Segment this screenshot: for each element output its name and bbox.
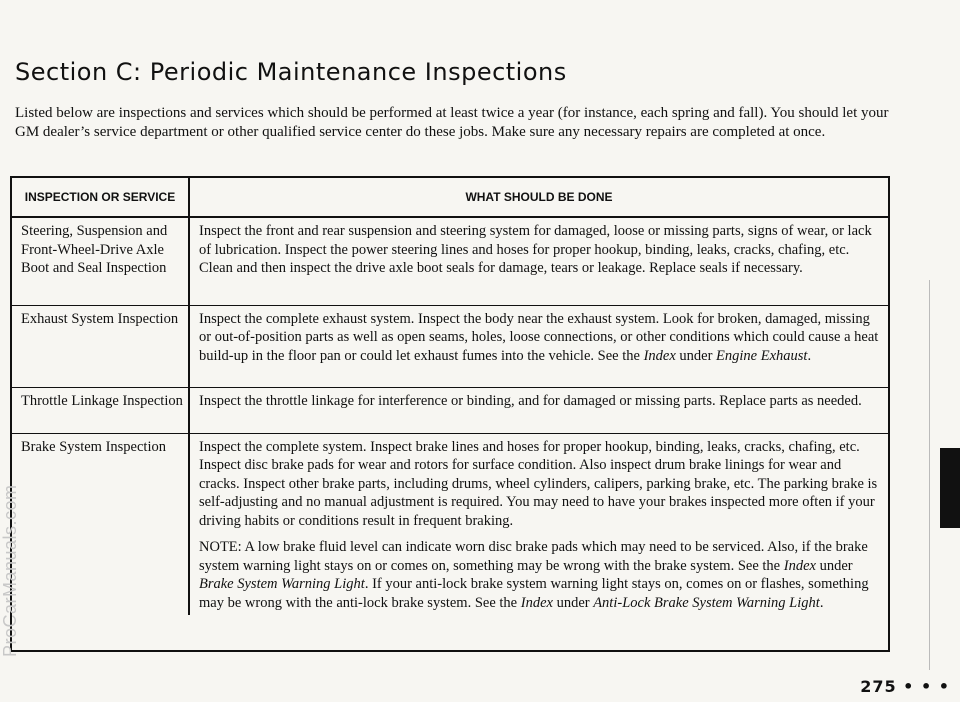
under-text: under xyxy=(552,594,594,611)
row-text-steering: Inspect the front and rear suspension and steering system for damaged, loose or missing parts, signs of wear, or lack of lubrication. Inspect the power steering lines and hoses for proper hookup, binding, leaks, cracks, chafing, etc. Clean and then inspect the drive axle boot seals for damage, tears or leakage. Replace seals if necessary. xyxy=(189,217,888,305)
row-item-exhaust: Exhaust System Inspection xyxy=(12,305,189,387)
exhaust-text: Inspect the complete exhaust system. Inspect the body near the exhaust system. Look for broken, damaged, missing or out-of-position parts as well as open seams, holes, loose connections, or other conditions which could cause a heat build-up in the floor pan or could let exhaust fumes into the vehicle. See the xyxy=(199,310,879,364)
page-number xyxy=(860,677,950,696)
row-item-steering: Steering, Suspension and Front-Wheel-Drive Axle Boot and Seal Inspection xyxy=(12,217,189,305)
under-text: under xyxy=(675,347,717,364)
row-text-brake xyxy=(189,433,888,615)
table-row xyxy=(12,305,888,387)
page-heading: Section C: Periodic Maintenance Inspections xyxy=(15,58,567,86)
index-ref: Index xyxy=(783,557,816,574)
row-item-throttle: Throttle Linkage Inspection xyxy=(12,387,189,433)
margin-rule xyxy=(929,280,930,670)
row-text-throttle: Inspect the throttle linkage for interference or binding, and for damaged or missing parts. Replace parts as needed. xyxy=(189,387,888,433)
table-header-row xyxy=(12,178,888,217)
inspection-table xyxy=(10,176,890,652)
row-item-brake: Brake System Inspection xyxy=(12,433,189,615)
intro-paragraph: Listed below are inspections and services which should be performed at least twice a year (for instance, each spring and fall). You should let your GM dealer’s service department or other qualified service center do these jobs. Make sure any necessary repairs are completed at once. xyxy=(15,105,889,140)
note-text-b: . If your anti-lock brake system warning light stays on, comes on or flashes, something may be wrong with the anti-lock brake system. See the xyxy=(199,576,869,611)
header-inspection-or-service: INSPECTION OR SERVICE xyxy=(12,178,189,217)
page-dots: • • • xyxy=(903,677,950,696)
watermark: ProCarManuals.com xyxy=(0,484,20,657)
table-row xyxy=(12,217,888,305)
note-text-a: NOTE: A low brake fluid level can indicate worn disc brake pads which may need to be serviced. Also, if the brake system warning light stays on or comes on, something may be wrong with the brake system. See the xyxy=(199,539,868,574)
table-row xyxy=(12,433,888,615)
section-tab-marker xyxy=(940,448,960,528)
brake-text: Inspect the complete system. Inspect brake lines and hoses for proper hookup, binding, leaks, cracks, chafing, etc. Inspect disc brake pads for wear and rotors for surface condition. Also inspect drum brake linings for wear and cracks. Inspect other brake parts, including drums, wheel cylinders, calipers, parking brake, etc. The parking brake is self-adjusting and no manual adjustment is required. You may need to have your brakes inspected more often if your driving habits or conditions result in frequent braking. xyxy=(199,438,878,529)
engine-exhaust-ref: Engine Exhaust xyxy=(716,347,808,364)
header-what-should-be-done: WHAT SHOULD BE DONE xyxy=(189,178,888,217)
period: . xyxy=(819,594,824,611)
index-ref: Index xyxy=(520,594,553,611)
row-text-exhaust xyxy=(189,305,888,387)
under-text: under xyxy=(815,557,853,574)
index-ref: Index xyxy=(643,347,676,364)
brake-warning-ref: Brake System Warning Light xyxy=(199,576,365,592)
period: . xyxy=(807,347,812,364)
page-number-value: 275 xyxy=(860,677,897,696)
brake-note xyxy=(199,538,884,612)
table-row xyxy=(12,387,888,433)
abs-warning-ref: Anti-Lock Brake System Warning Light xyxy=(593,594,820,611)
